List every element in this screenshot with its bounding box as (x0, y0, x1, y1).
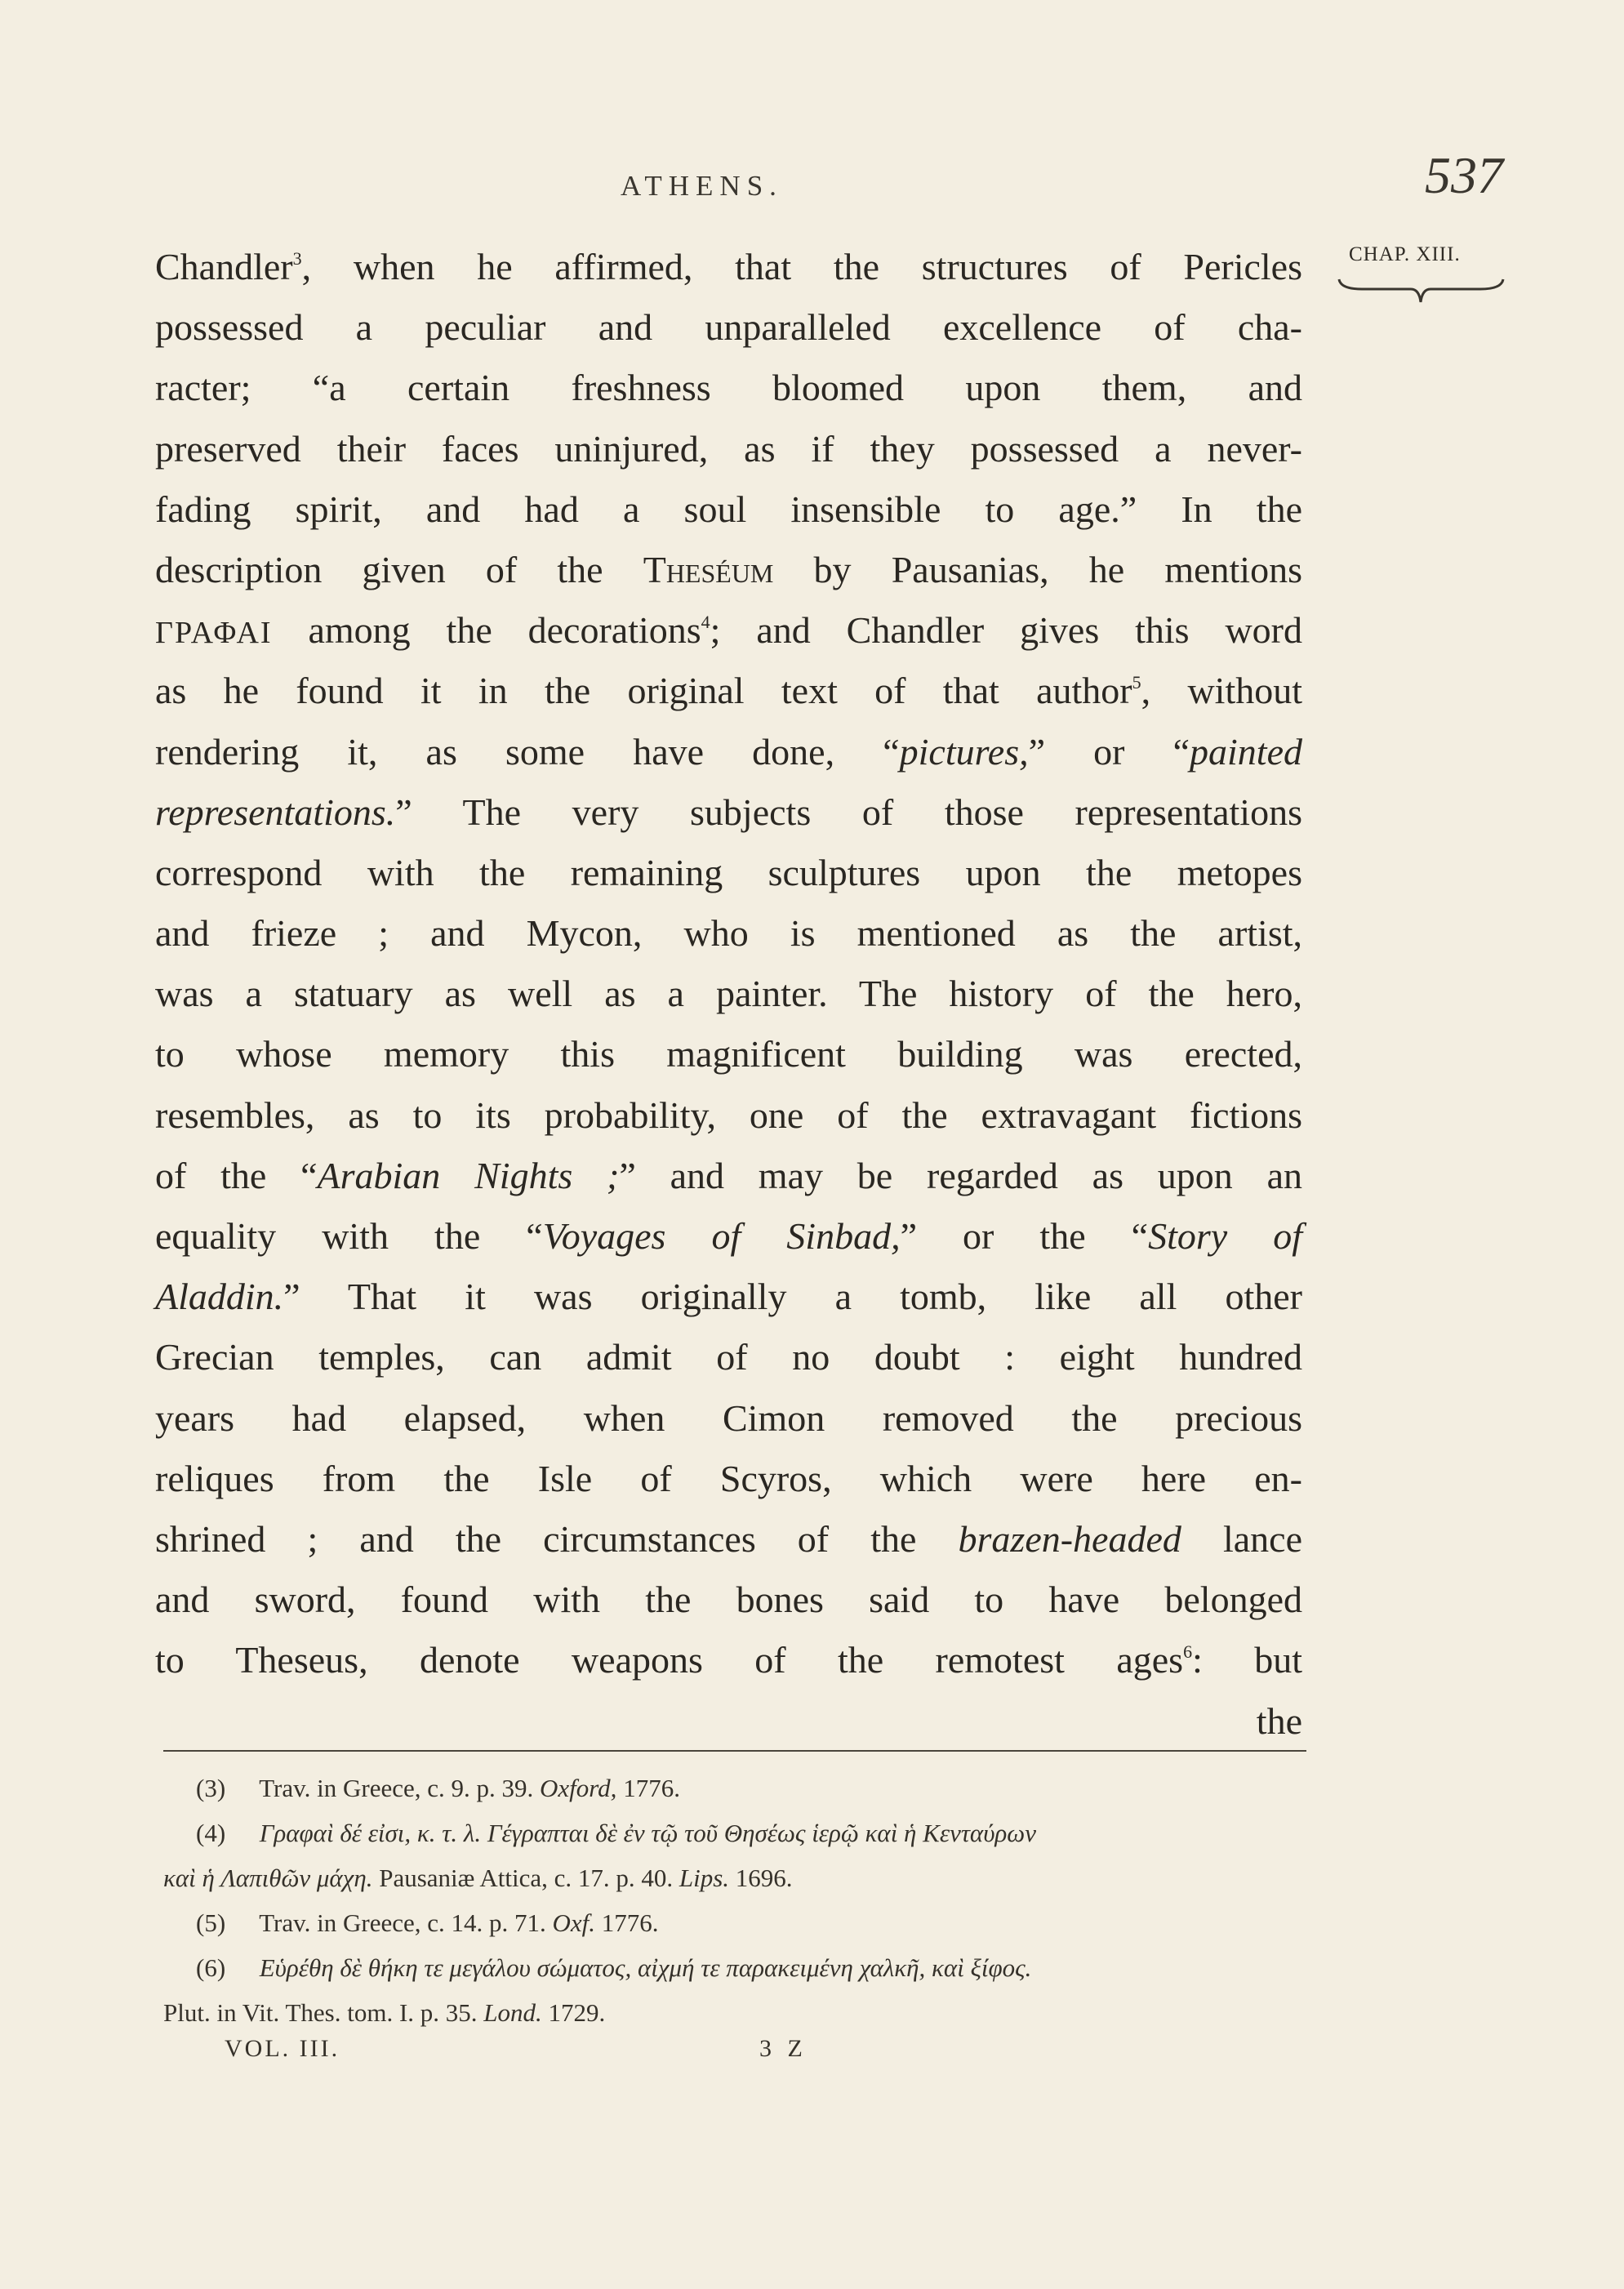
text-line: preserved their faces uninjured, as if they possessed a never- (155, 427, 1302, 470)
theseum-term: Theséum (643, 548, 774, 590)
footnote-6-continued: Plut. in Vit. Thes. tom. I. p. 35. Lond. 1729. (163, 1998, 606, 2027)
footnote-ref: 5 (1132, 672, 1141, 693)
text-line: fading spirit, and had a soul insensible to age.” In the (155, 488, 1302, 530)
text-line: and frieze ; and Mycon, who is mentioned as the artist, (155, 912, 1302, 955)
text-line: description given of the Theséum by Pausanias, he mentions (155, 548, 1302, 590)
text-line: Aladdin.” That it was originally a tomb, like all other (155, 1276, 1302, 1318)
text-line: Chandler$^3$, when he affirmed, that the structures of Pericles (155, 246, 1302, 287)
text-line: reliques from the Isle of Scyros, which were here en- (155, 1457, 1302, 1499)
text-line: correspond with the remaining sculptures upon the metopes (155, 851, 1302, 893)
text-line: years had elapsed, when Cimon removed the precious (155, 1396, 1302, 1439)
text-line: was a statuary as well as a painter. The history of the hero, (155, 973, 1302, 1015)
footnote-4: (4) Γραφαὶ δέ εἰσι, κ. τ. λ. Γέγραπται δὲ ἐν τῷ τοῦ Θησέως ἱερῷ καὶ ἡ Κενταύρων (196, 1819, 1036, 1847)
footnote-3: (3) Trav. in Greece, c. 9. p. 39. Oxford, 1776. (196, 1774, 680, 1802)
text-line: to whose memory this magnificent building was erected, (155, 1033, 1302, 1075)
footnote-ref: 6 (1183, 1641, 1193, 1663)
main-text (155, 237, 1302, 1752)
text-line: to Theseus, denote weapons of the remotest ages$^6$: but (155, 1639, 1303, 1681)
greek-term: ΓΡΑΦΑΙ (155, 616, 273, 651)
text-line: racter; “a certain freshness bloomed upon them, and (155, 367, 1302, 409)
text-line: representations.” The very subjects of those representations (155, 790, 1302, 833)
text-line: equality with the “Voyages of Sinbad,” or the “Story of (155, 1215, 1302, 1257)
chapter-side-note: CHAP. XIII. (1349, 243, 1461, 265)
text-line: shrined ; and the circumstances of the brazen-headed lance (155, 1517, 1303, 1560)
text-line: of the “Arabian Nights ;” and may be regarded as upon an (155, 1154, 1303, 1196)
catchword: the (1256, 1699, 1302, 1742)
page-number: 537 (1425, 146, 1503, 204)
footnote-ref: 4 (701, 612, 710, 633)
text-line: Grecian temples, can admit of no doubt : eight hundred (155, 1336, 1302, 1378)
footnote-6: (6) Εὑρέθη δὲ θήκη τε μεγάλου σώματος, αἰχμή τε παρακειμένη χαλκῆ, καὶ ξίφος. (196, 1953, 1032, 1982)
text-line: resembles, as to its probability, one of the extravagant fictions (155, 1093, 1302, 1136)
text-line: rendering it, as some have done, “pictures,” or “painted (155, 730, 1302, 773)
text-line: as he found it in the original text of that author$^5$, without (155, 670, 1303, 712)
text-line: possessed a peculiar and unparalleled excellence of cha- (155, 306, 1302, 349)
footnote-rule (163, 1750, 1306, 1752)
footnote-ref: 3 (292, 248, 302, 269)
footnotes (163, 1766, 1310, 2035)
text-line: and sword, found with the bones said to have belonged (155, 1579, 1302, 1621)
footnote-5: (5) Trav. in Greece, c. 14. p. 71. Oxf. 1776. (196, 1908, 659, 1937)
footnote-4-continued: καὶ ἡ Λαπιθῶν μάχη. Pausaniæ Attica, c. 17. p. 40. Lips. 1696. (163, 1864, 793, 1892)
text-line: ΓΡΑΦΑΙ among the decorations$^4$; and Chandler gives this word (155, 609, 1302, 652)
volume-label: VOL. III. (225, 2035, 340, 2062)
signature-mark: 3 Z (759, 2035, 808, 2062)
brace-ornament (1337, 274, 1505, 307)
running-title: ATHENS. (621, 170, 783, 202)
